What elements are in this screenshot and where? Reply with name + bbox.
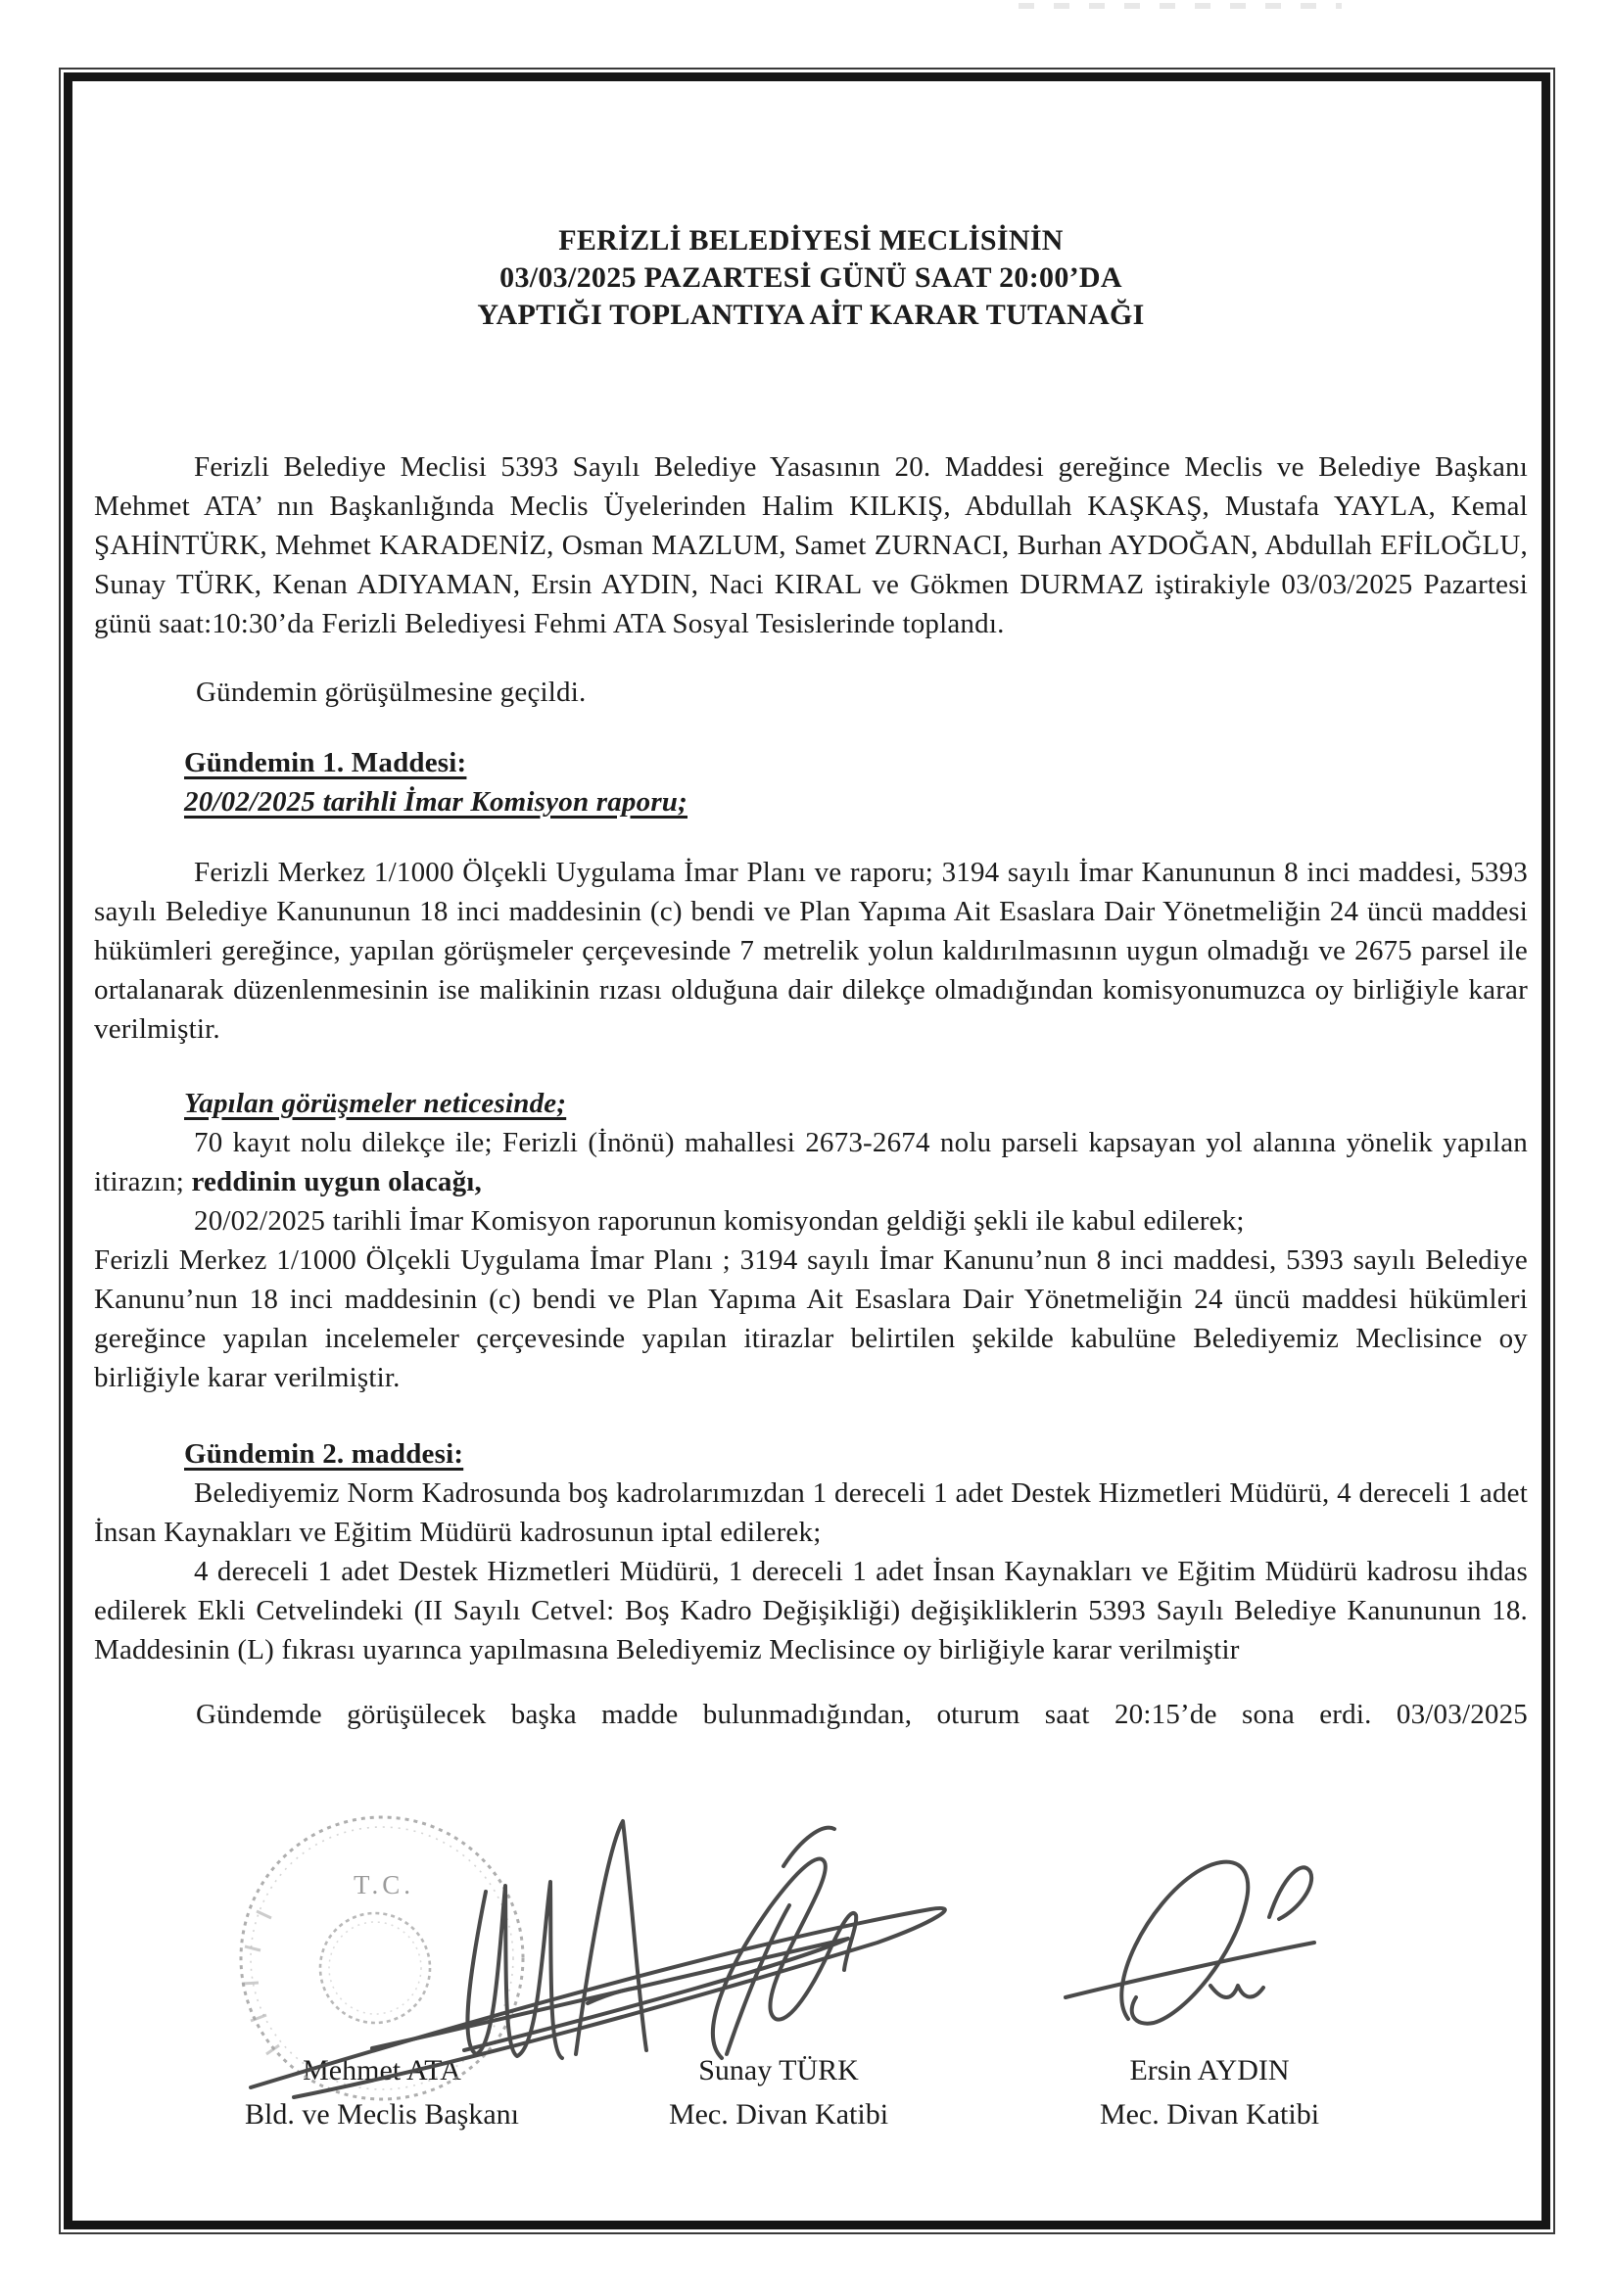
- heading-agenda-item-2: [184, 1434, 1528, 1474]
- signature-block-sunay-turk: [617, 2048, 940, 2136]
- signatory-role: Mec. Divan Katibi: [1099, 2098, 1320, 2131]
- paragraph-zoning-report: Ferizli Merkez 1/1000 Ölçekli Uygulama İmar Planı ve raporu; 3194 sayılı İmar Kanununun 8 inci maddesi, 5393 sayılı Belediye Kanununun 18 inci maddesinin (c) bendi ve Plan Yapıma Ait Esaslara Dair Yönetmeliğin 24 üncü maddesi hükümleri gereğince, yapılan görüşmeler çerçevesinde 7 metrelik yolun kaldırılmasının uygun olmadığı ve 2675 parsel ile ortalanarak düzenlenmesinin ise malikinin rızası olduğuna dair dilekçe olmadığından komisyonumuzca oy birliğiyle karar verilmiştir.: [94, 857, 1528, 1045]
- signatory-name: Sunay TÜRK: [698, 2054, 859, 2086]
- paragraph-objection-decision: reddinin uygun olacağı,: [191, 1166, 483, 1197]
- paragraph-objection-text: 70 kayıt nolu dilekçe ile; Ferizli (İnönü) mahallesi 2673-2674 nolu parseli kapsayan yol alanına yönelik yapılan itirazın;: [94, 1127, 1528, 1197]
- paragraph-staffing-cancel: Belediyemiz Norm Kadrosunda boş kadrolarımızdan 1 dereceli 1 adet Destek Hizmetleri Müdürü, 4 dereceli 1 adet İnsan Kaynakları ve Eğitim Müdürü kadrosunun iptal edilerek;: [94, 1477, 1528, 1548]
- paragraph-staffing-create: 4 dereceli 1 adet Destek Hizmetleri Müdürü, 1 dereceli 1 adet İnsan Kaynakları ve Eğitim Müdürü kadrosu ihdas edilerek Ekli Cetvelindeki (II Sayılı Cetvel: Boş Kadro Değişikliği) değişikliklerin 5393 Sayılı Belediye Kanununun 18. Maddesinin (L) fıkrası uyarınca yapılmasına Belediyemiz Meclisince oy birliğiyle karar verilmiştir: [94, 1556, 1528, 1665]
- paragraph-intro: Ferizli Belediye Meclisi 5393 Sayılı Belediye Yasasının 20. Maddesi gereğince Meclis ve Belediye Başkanı Mehmet ATA’ nın Başkanlığında Meclis Üyelerinden Halim KILKIŞ, Abdullah KAŞKAŞ, Mustafa YAYLA, Kemal ŞAHİNTÜRK, Mehmet KARADENİZ, Osman MAZLUM, Samet ZURNACI, Burhan AYDOĞAN, Abdullah EFİLOĞLU, Sunay TÜRK, Kenan ADIYAMAN, Ersin AYDIN, Naci KIRAL ve Gökmen DURMAZ iştirakiyle 03/03/2025 Pazartesi günü saat:10:30’da Ferizli Belediyesi Fehmi ATA Sosyal Tesislerinde toplandı.: [94, 451, 1528, 639]
- document-body: [94, 83, 1528, 1734]
- signatory-name: Ersin AYDIN: [1129, 2054, 1290, 2086]
- signatory-name: Mehmet ATA: [303, 2054, 461, 2086]
- heading-deliberations-text: Yapılan görüşmeler neticesinde;: [184, 1088, 567, 1119]
- signatory-role: Mec. Divan Katibi: [668, 2098, 889, 2131]
- signatory-role: Bld. ve Meclis Başkanı: [245, 2098, 519, 2131]
- heading-agenda-item-1-subject-text: 20/02/2025 tarihli İmar Komisyon raporu;: [184, 786, 687, 818]
- seal-text: T.C.: [354, 1870, 414, 1899]
- signature-block-ersin-aydin: [1009, 2048, 1410, 2136]
- heading-agenda-item-1-subject: [184, 782, 1528, 821]
- title-line-2: 03/03/2025 PAZARTESİ GÜNÜ SAAT 20:00’DA: [499, 261, 1122, 294]
- scan-artifact: [1019, 3, 1342, 9]
- paragraph-agenda-start: Gündemin görüşülmesine geçildi.: [196, 677, 587, 708]
- title-line-1: FERİZLİ BELEDİYESİ MECLİSİNİN: [558, 224, 1064, 257]
- title-line-3: YAPTIĞI TOPLANTIYA AİT KARAR TUTANAĞI: [477, 299, 1145, 331]
- paragraph-closing: Gündemde görüşülecek başka madde bulunmadığından, oturum saat 20:15’de sona erdi. 03/03/2025: [196, 1699, 1528, 1730]
- paragraph-objection: [94, 1123, 1528, 1201]
- heading-agenda-item-2-text: Gündemin 2. maddesi:: [184, 1438, 464, 1470]
- heading-agenda-item-1: [184, 743, 1528, 782]
- signature-block-mehmet-ata: [147, 2048, 617, 2136]
- paragraph-commission-acceptance: 20/02/2025 tarihli İmar Komisyon raporunun komisyondan geldiği şekli ile kabul edilerek;: [194, 1205, 1245, 1237]
- paragraph-zoning-decision: Ferizli Merkez 1/1000 Ölçekli Uygulama İmar Planı ; 3194 sayılı İmar Kanunu’nun 8 inci maddesi, 5393 sayılı Belediye Kanunu’nun 18 inci maddesinin (c) bendi ve Plan Yapıma Ait Esaslara Dair Yönetmeliğin 24 üncü maddesi hükümleri gereğince yapılan incelemeler çerçevesinde yapılan itirazlar belirtilen şekilde kabulüne Belediyemiz Meclisince oy birliğiyle karar verilmiştir.: [94, 1244, 1528, 1393]
- heading-agenda-item-1-text: Gündemin 1. Maddesi:: [184, 747, 467, 778]
- heading-deliberations: [184, 1084, 1528, 1123]
- document-title: [94, 222, 1528, 334]
